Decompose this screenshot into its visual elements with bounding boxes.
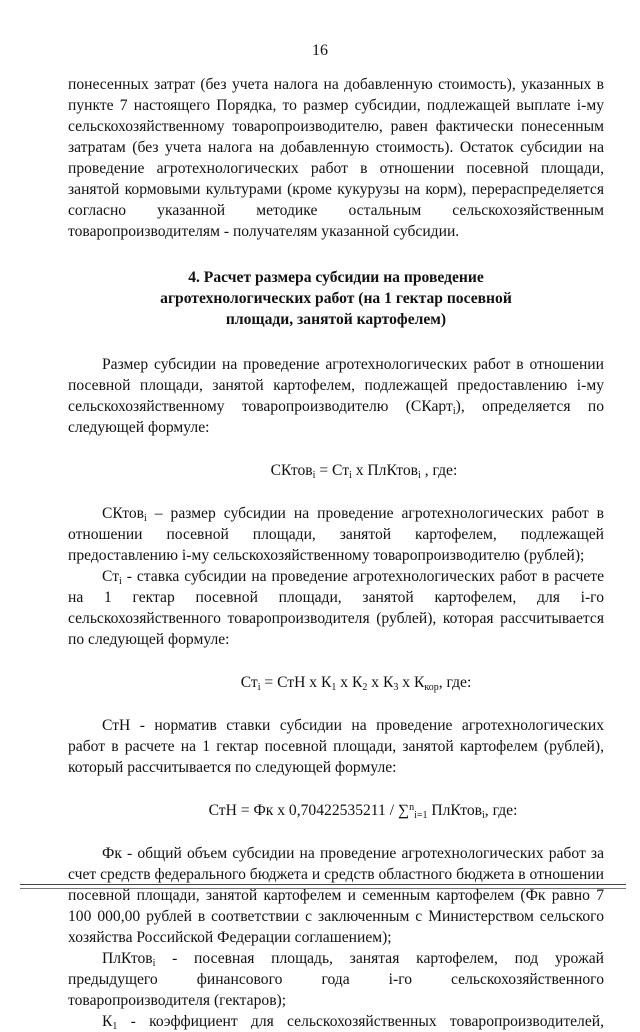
definition-plktov <box>68 948 604 1011</box>
formula-term: , где: <box>420 462 458 479</box>
page-bottom-rule-secondary <box>20 888 626 889</box>
formula-subscript: i <box>482 810 485 821</box>
formula-subscript: 2 <box>362 682 368 693</box>
definition-term: К <box>102 1013 113 1030</box>
formula-rate-norm <box>68 800 604 821</box>
paragraph-intro-text: Размер субсидии на проведение агротехнологических работ в отношении посевной площади, занятой картофелем, подлежащей предоставлению i-му сельскохозяйственному товаропроизводителю (СКарт <box>68 356 604 415</box>
formula-term: х ПлКтов <box>351 462 419 479</box>
definition-term: СКтов <box>102 505 144 522</box>
paragraph-intro-end: ), определяется по следующей формуле: <box>68 398 604 436</box>
formula-term: СКтов <box>270 462 313 479</box>
definition-stn: СтН - норматив ставки субсидии на проведение агротехнологических работ в расчете на 1 гектар посевной площади, занятой картофелем (рублей), который рассчитывается по следующей формуле: <box>68 717 604 776</box>
formula-term: , где: <box>438 674 472 691</box>
section-heading-line-1: 4. Расчет размера субсидии на проведение <box>188 269 484 286</box>
definition-text: - посевная площадь, занятая картофелем, под урожай предыдущего финансового года i-го сельскохозяйственного товаропроизводителя (гектаров); <box>68 950 604 1009</box>
definition-text: – размер субсидии на проведение агротехнологических работ в отношении посевной площади, занятой картофелем, подлежащей предоставлению i-му сельскохозяйственному товаропроизводителю (рублей); <box>68 505 604 564</box>
section-heading-line-3: площади, занятой картофелем) <box>225 311 447 328</box>
formula-term: х К <box>336 674 363 691</box>
formula-subscript: i <box>312 470 316 481</box>
formula-term: = СтН х К <box>260 674 332 691</box>
formula-subscript: кор <box>424 682 439 693</box>
formula-term: Ст <box>240 674 258 691</box>
formula-subscript: 1 <box>331 682 337 693</box>
formula-superscript: n <box>409 802 415 813</box>
formula-term: СтН = Фк х 0,70422535211 / ∑ <box>208 802 410 819</box>
definition-fk: Фк - общий объем субсидии на проведение агротехнологических работ за счет средств федерального бюджета и средств областного бюджета в отношении посевной площади, занятой картофелем и семенным картофелем (Фк равно 7 100 000,00 рублей в соответствии с заключенным с Министерством сельского хозяйства Российской Федерации соглашением); <box>68 845 604 946</box>
definition-subscript: 1 <box>112 1021 118 1032</box>
paragraph-intro-subscript: i <box>452 406 456 417</box>
formula-subscript: i <box>418 470 421 481</box>
formula-rate <box>68 672 604 693</box>
definition-sktov <box>68 503 604 566</box>
definition-subscript: i <box>152 958 156 969</box>
formula-subscript: i <box>257 682 261 693</box>
formula-subscript: 3 <box>393 682 399 693</box>
definition-subscript: i <box>119 576 122 587</box>
page-bottom-rule <box>20 884 626 885</box>
definition-st <box>68 566 604 650</box>
formula-subsidy-size <box>68 460 604 481</box>
section-heading-line-2: агротехнологических работ (на 1 гектар посевной <box>160 290 512 307</box>
formula-term: х К <box>367 674 394 691</box>
paragraph-intro <box>68 354 604 438</box>
definition-subscript: i <box>143 513 147 524</box>
definition-text: - ставка субсидии на проведение агротехнологических работ в расчете на 1 гектар посевной площади, занятой картофелем, для i-го сельскохозяйственного товаропроизводителя (рублей), которая рассчитывается по следующей формуле: <box>68 568 604 648</box>
definition-k1 <box>68 1011 604 1032</box>
formula-term: , где: <box>484 802 518 819</box>
paragraph-continuation: понесенных затрат (без учета налога на добавленную стоимость), указанных в пункте 7 настоящего Порядка, то размер субсидии, подлежащей выплате i-му сельскохозяйственному товаропроизводителю, равен фактически понесенным затратам (без учета налога на добавленную стоимость). Остаток субсидии на проведение агротехнологических работ в отношении посевной площади, занятой кормовыми культурами (кроме кукурузы на корм), перераспределяется согласно указанной методике остальным сельскохозяйственным товаропроизводителям - получателям указанной субсидии. <box>68 76 604 240</box>
formula-subscript: i=1 <box>414 810 428 821</box>
section-heading <box>68 267 604 330</box>
definition-text: - коэффициент для сельскохозяйственных товаропроизводителей, <box>117 1013 604 1030</box>
page-number: 16 <box>312 42 328 59</box>
formula-term: ПлКтов <box>427 802 483 819</box>
definition-term: Ст <box>102 568 120 585</box>
formula-subscript: i <box>349 470 352 481</box>
formula-term: = Ст <box>315 462 350 479</box>
formula-term: х К <box>398 674 425 691</box>
definition-term: ПлКтов <box>102 950 153 967</box>
